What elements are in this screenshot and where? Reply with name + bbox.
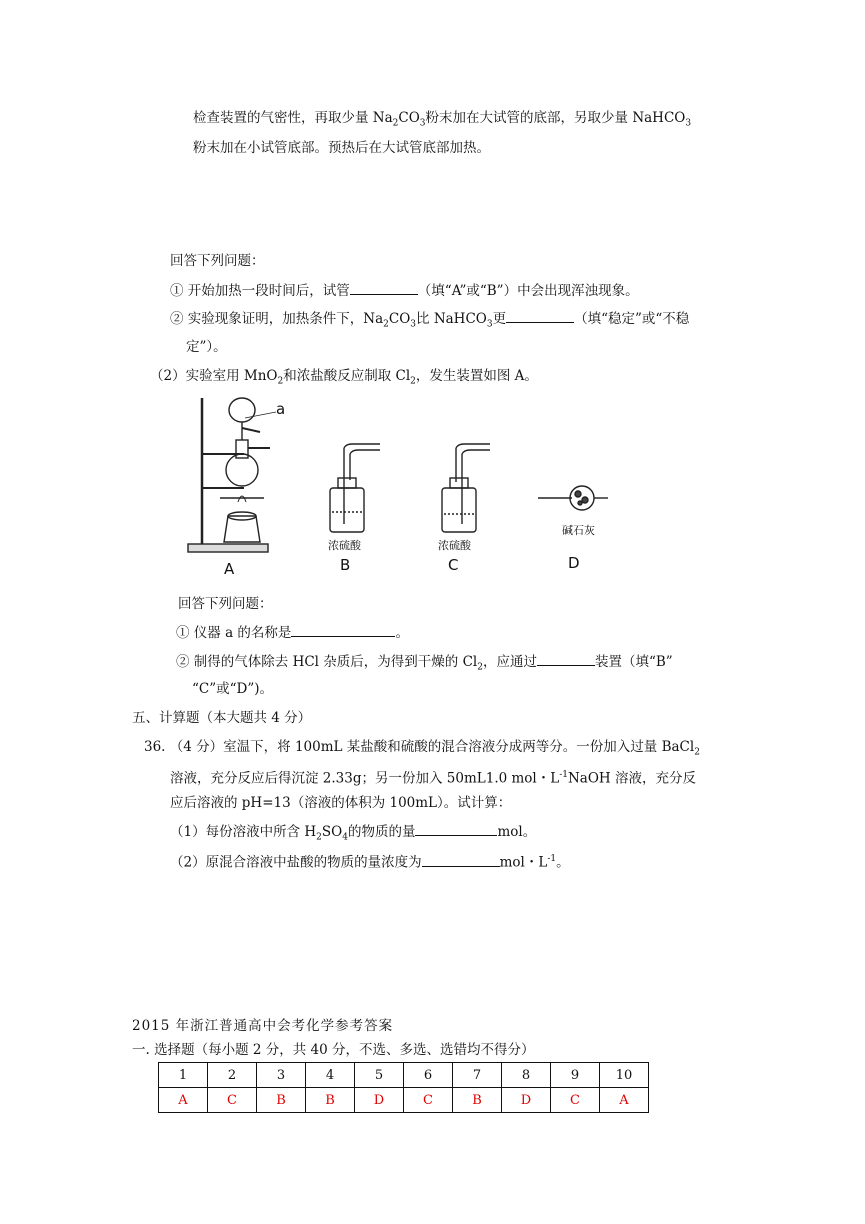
part2-prompt: 回答下列问题： bbox=[178, 596, 273, 612]
subscript: 3 bbox=[410, 319, 417, 330]
question-text: 和浓盐酸反应制取 Cl bbox=[283, 368, 411, 384]
answer-blank[interactable] bbox=[350, 280, 418, 295]
subscript: 2 bbox=[477, 662, 483, 673]
subscript: 2 bbox=[694, 747, 700, 758]
intro-line-1 bbox=[193, 108, 691, 134]
subscript: 4 bbox=[342, 832, 348, 843]
question-text: 装置（填“B” bbox=[594, 654, 673, 670]
question-text: （填“稳定”或“不稳 bbox=[574, 311, 690, 327]
question-number-cell: 8 bbox=[502, 1063, 551, 1088]
question-number-cell: 4 bbox=[306, 1063, 355, 1088]
question-36-sub-1 bbox=[170, 821, 536, 848]
drying-tube-d bbox=[538, 486, 608, 510]
answer-table-letters bbox=[159, 1088, 649, 1113]
question-36-line-3: 应后溶液的 pH=13（溶液的体积为 100mL）。试计算： bbox=[170, 795, 512, 811]
subscript: 2 bbox=[392, 118, 399, 129]
part1-question-2 bbox=[170, 308, 689, 335]
question-text: 的物质的量 bbox=[347, 824, 416, 840]
answer-letter-cell: A bbox=[600, 1088, 649, 1113]
answer-letter-cell: B bbox=[257, 1088, 306, 1113]
intro-text: 粉末加在大试管的底部，另取少量 NaHCO bbox=[425, 110, 686, 126]
question-number-cell: 7 bbox=[453, 1063, 502, 1088]
figure-label-c: C bbox=[448, 556, 459, 574]
intro-text: CO bbox=[398, 110, 420, 126]
question-text: 比 NaHCO bbox=[416, 311, 487, 327]
subscript: 2 bbox=[410, 376, 416, 387]
answer-letter-cell: B bbox=[453, 1088, 502, 1113]
figure-label-b: B bbox=[340, 556, 351, 574]
question-text: 。 bbox=[556, 854, 570, 871]
question-text: （1）每份溶液中所含 H bbox=[170, 824, 317, 840]
answer-blank[interactable] bbox=[415, 821, 497, 836]
section5-heading: 五、计算题（本大题共 4 分） bbox=[132, 710, 312, 726]
question-text: 。 bbox=[395, 625, 409, 641]
answer-key-title: 2015 年浙江普通高中会考化学参考答案 bbox=[132, 1018, 394, 1034]
question-text: ② 实验现象证明，加热条件下，Na bbox=[170, 311, 384, 327]
question-number-cell: 5 bbox=[355, 1063, 404, 1088]
question-36-line-2 bbox=[170, 765, 696, 789]
question-36-line-1 bbox=[144, 737, 700, 763]
subscript: 2 bbox=[277, 376, 284, 387]
question-text: （4 分）室温下，将 100mL 某盐酸和硫酸的混合溶液分成两等分。一份加入过量 BaCl bbox=[169, 739, 695, 755]
answer-blank[interactable] bbox=[506, 308, 574, 323]
figure-label-d: D bbox=[568, 554, 580, 572]
question-number-cell: 6 bbox=[404, 1063, 453, 1088]
question-text: NaOH 溶液，充分反 bbox=[567, 770, 696, 787]
subscript: 2 bbox=[383, 319, 389, 330]
intro-text: 检查装置的气密性，再取少量 Na bbox=[193, 110, 393, 126]
answer-key-section: 一. 选择题（每小题 2 分，共 40 分，不选、多选、选错均不得分） bbox=[132, 1042, 535, 1058]
question-text: CO bbox=[388, 311, 411, 327]
wash-bottle-c bbox=[442, 444, 490, 532]
figure-caption-d: 碱石灰 bbox=[562, 524, 595, 537]
question-number-cell: 1 bbox=[159, 1063, 208, 1088]
question-text: SO bbox=[321, 824, 343, 840]
question-text: ，应通过 bbox=[482, 654, 537, 670]
subscript: 3 bbox=[419, 118, 426, 129]
part1-question-2-cont: 定”）。 bbox=[186, 339, 227, 355]
part2-question-2 bbox=[176, 651, 673, 678]
answer-letter-cell: D bbox=[355, 1088, 404, 1113]
question-number-cell: 9 bbox=[551, 1063, 600, 1088]
answer-letter-cell: D bbox=[502, 1088, 551, 1113]
figure-caption-b: 浓硫酸 bbox=[328, 539, 361, 552]
question-text: ① 仪器 a 的名称是 bbox=[176, 625, 292, 641]
answer-table-numbers bbox=[159, 1063, 649, 1088]
part2-intro bbox=[150, 366, 538, 392]
question-text: （填“A”或“B”）中会出现浑浊现象。 bbox=[417, 283, 639, 299]
answer-letter-cell: C bbox=[404, 1088, 453, 1113]
superscript: -1 bbox=[559, 770, 568, 780]
question-text: （2）原混合溶液中盐酸的物质的量浓度为 bbox=[170, 854, 422, 871]
question-number-cell: 3 bbox=[257, 1063, 306, 1088]
answer-blank[interactable] bbox=[537, 651, 595, 666]
question-text: mol・L bbox=[499, 854, 548, 871]
apparatus-figure bbox=[180, 392, 620, 582]
answer-letter-cell: A bbox=[159, 1088, 208, 1113]
question-text: ① 开始加热一段时间后，试管 bbox=[170, 283, 350, 299]
subscript: 3 bbox=[685, 118, 692, 129]
question-36-sub-2 bbox=[170, 849, 570, 873]
question-text: ，发生装置如图 A。 bbox=[415, 368, 538, 384]
question-number: 36. bbox=[144, 739, 166, 755]
answer-blank[interactable] bbox=[422, 852, 500, 867]
apparatus-a bbox=[188, 398, 276, 552]
part2-question-2-cont: “C”或“D”)。 bbox=[192, 681, 274, 697]
subscript: 3 bbox=[486, 319, 493, 330]
figure-label-a: A bbox=[224, 560, 235, 578]
subscript: 2 bbox=[316, 832, 322, 843]
question-text: 溶液，充分反应后得沉淀 2.33g；另一份加入 50mL1.0 mol・L bbox=[170, 770, 560, 787]
answer-blank[interactable] bbox=[291, 622, 395, 637]
question-text: 更 bbox=[492, 311, 507, 327]
question-text: mol。 bbox=[497, 824, 537, 840]
question-text: （2）实验室用 MnO bbox=[150, 368, 278, 384]
figure-label-a-small: a bbox=[276, 400, 286, 418]
answer-letter-cell: C bbox=[208, 1088, 257, 1113]
superscript: -1 bbox=[547, 854, 557, 864]
intro-line-2: 粉末加在小试管底部。预热后在大试管底部加热。 bbox=[193, 140, 490, 156]
part2-question-1 bbox=[176, 622, 409, 643]
part1-prompt: 回答下列问题： bbox=[170, 253, 265, 269]
part1-question-1 bbox=[170, 280, 639, 301]
figure-caption-c: 浓硫酸 bbox=[438, 539, 471, 552]
question-number-cell: 2 bbox=[208, 1063, 257, 1088]
wash-bottle-b bbox=[330, 444, 380, 532]
answer-letter-cell: C bbox=[551, 1088, 600, 1113]
question-text: ② 制得的气体除去 HCl 杂质后，为得到干燥的 Cl bbox=[176, 654, 478, 670]
answer-letter-cell: B bbox=[306, 1088, 355, 1113]
answer-table bbox=[158, 1062, 649, 1113]
question-number-cell: 10 bbox=[600, 1063, 649, 1088]
